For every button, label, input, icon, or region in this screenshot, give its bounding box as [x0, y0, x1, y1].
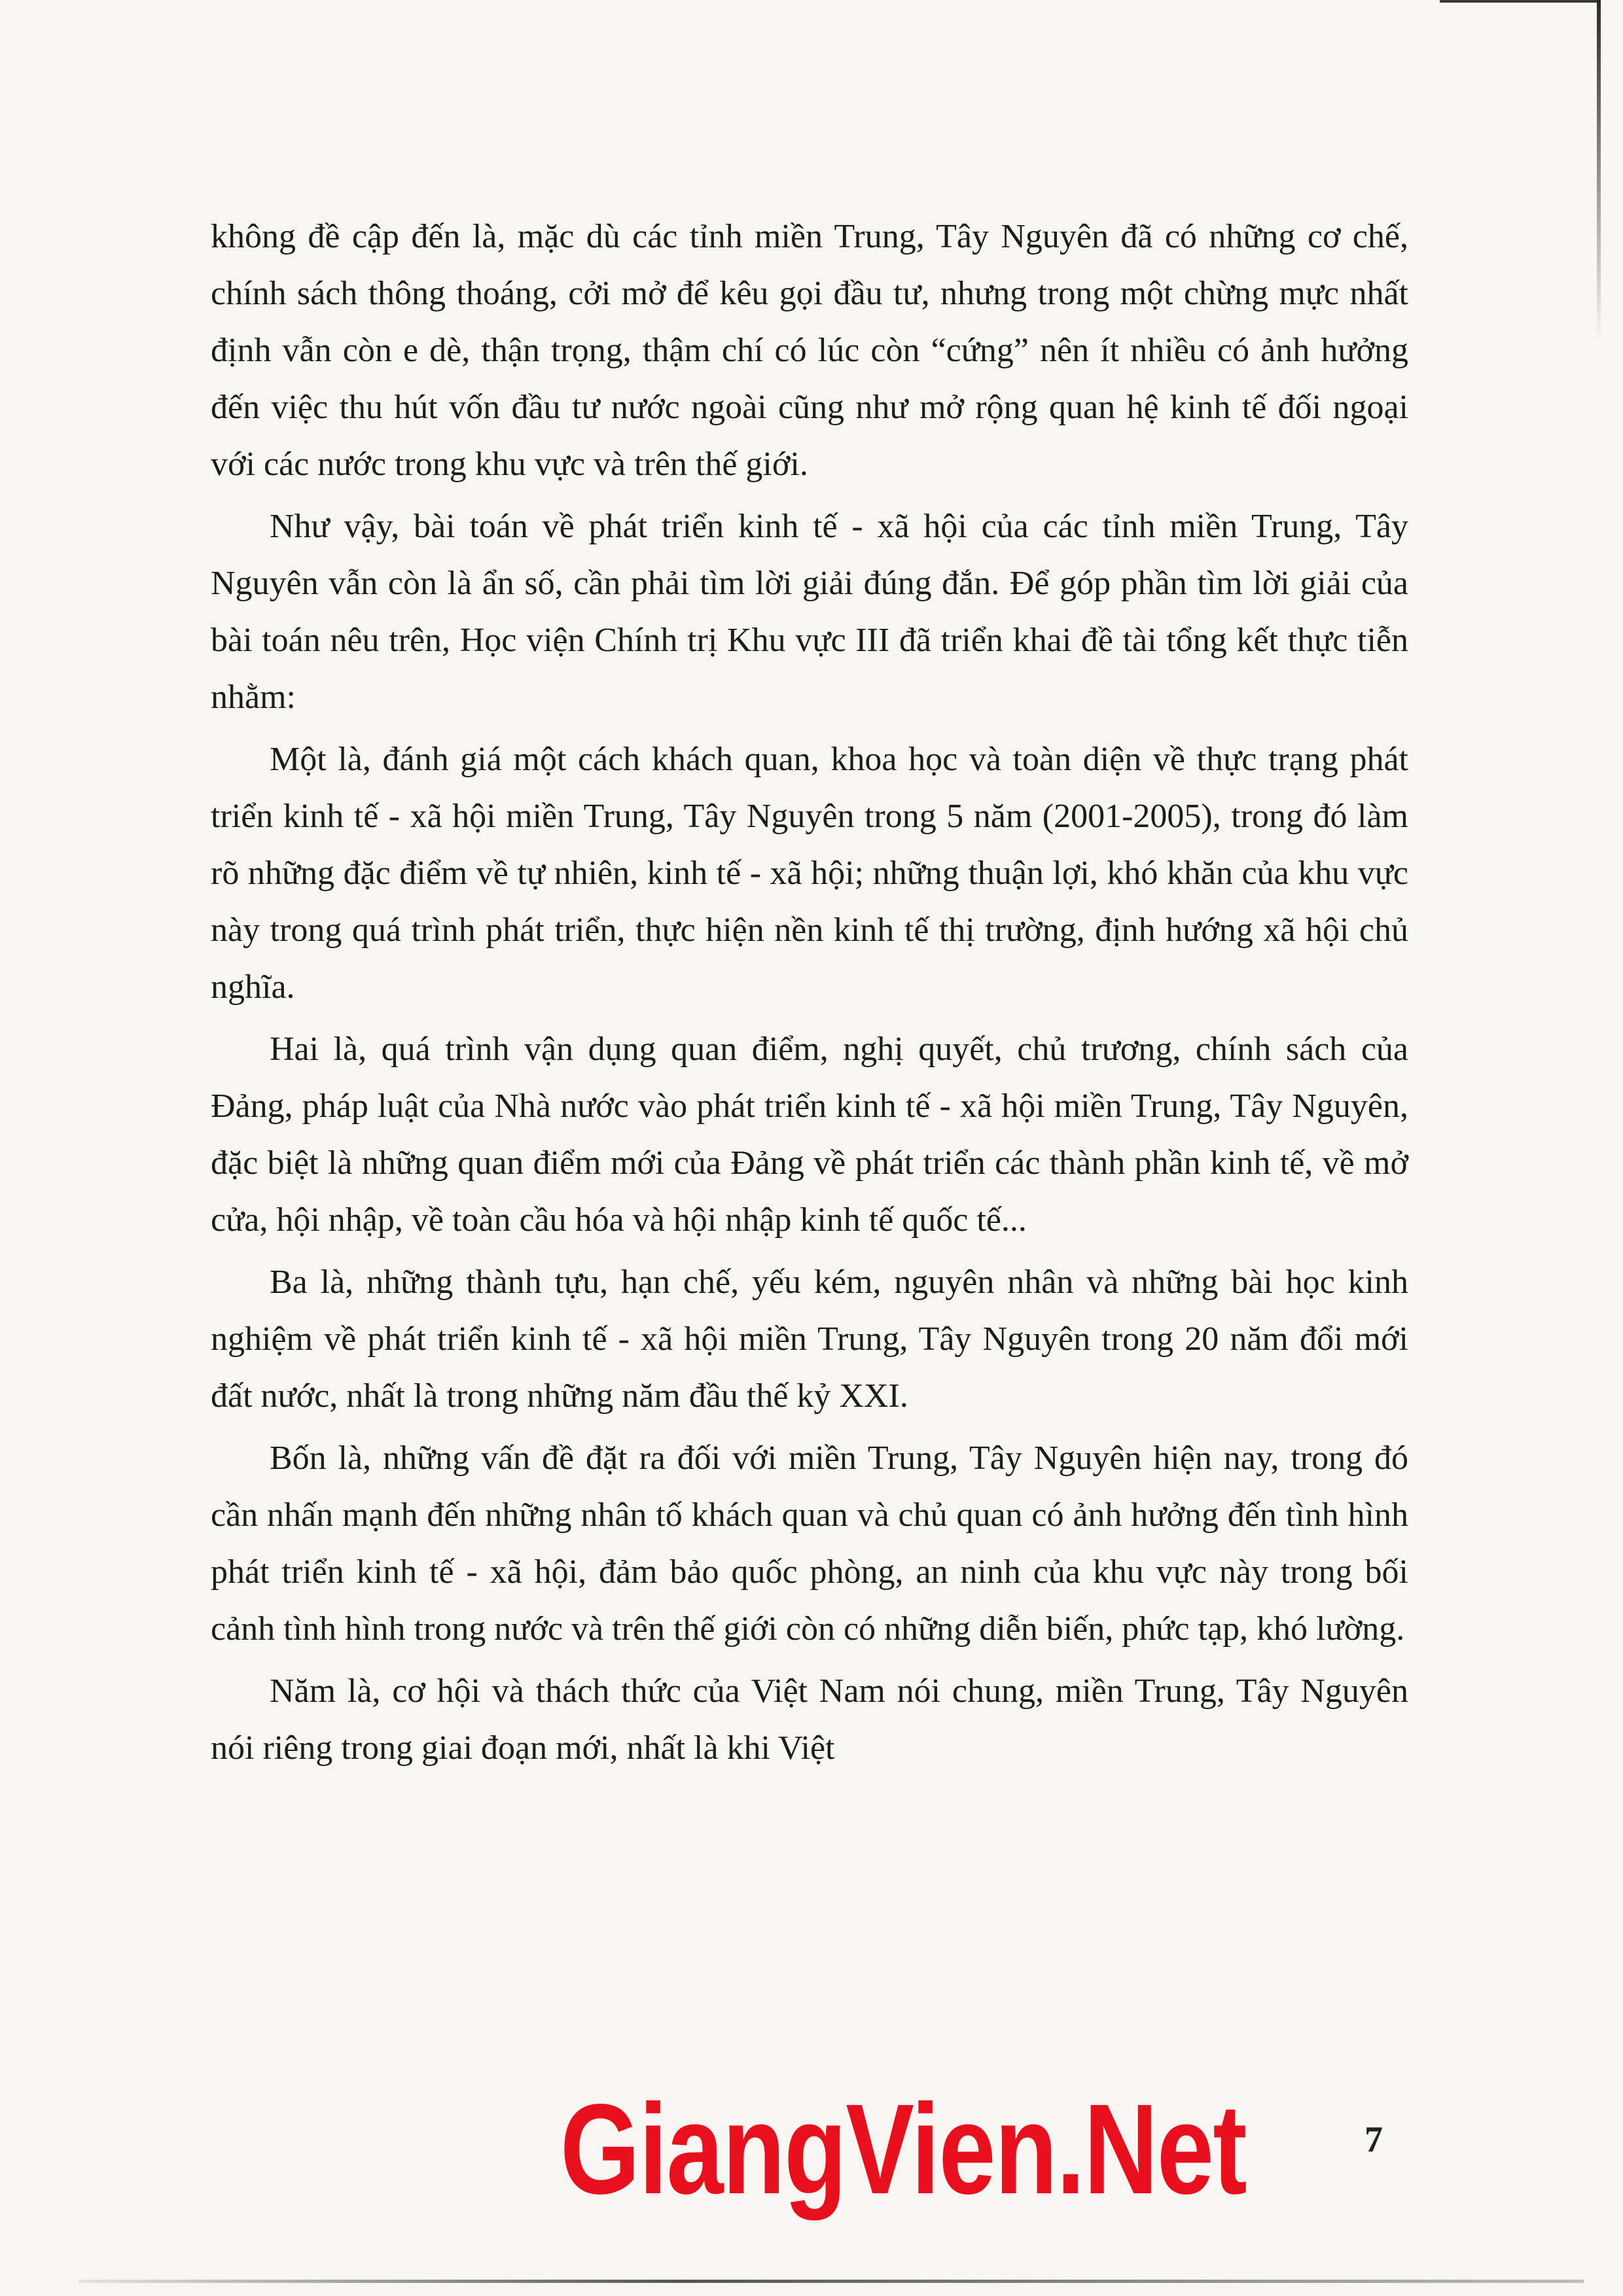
paragraph-point-4: Bốn là, những vấn đề đặt ra đối với miền Trung, Tây Nguyên hiện nay, trong đó cần nhấn mạnh đến những nhân tố khách quan và chủ quan có ảnh hưởng đến tình hình phát triển kinh tế - xã hội, đảm bảo quốc phòng, an ninh của khu vực này trong bối cảnh tình hình trong nước và trên thế giới còn có những diễn biến, phức tạp, khó lường. [211, 1439, 1408, 1648]
page-edge-bottom [79, 2280, 1584, 2283]
watermark-logo: GiangVien.Net [560, 2077, 1247, 2221]
page-edge-top [1440, 0, 1599, 3]
page-edge-right [1597, 0, 1601, 340]
body-text [211, 208, 1408, 1776]
paragraph-point-2: Hai là, quá trình vận dụng quan điểm, nghị quyết, chủ trương, chính sách của Đảng, pháp luật của Nhà nước vào phát triển kinh tế - xã hội miền Trung, Tây Nguyên, đặc biệt là những quan điểm mới của Đảng về phát triển các thành phần kinh tế, về mở cửa, hội nhập, về toàn cầu hóa và hội nhập kinh tế quốc tế... [211, 1031, 1408, 1239]
paragraph-point-3: Ba là, những thành tựu, hạn chế, yếu kém, nguyên nhân và những bài học kinh nghiệm về phát triển kinh tế - xã hội miền Trung, Tây Nguyên trong 20 năm đổi mới đất nước, nhất là trong những năm đầu thế kỷ XXI. [211, 1263, 1408, 1415]
paragraph-continued: không đề cập đến là, mặc dù các tỉnh miền Trung, Tây Nguyên đã có những cơ chế, chính sách thông thoáng, cởi mở để kêu gọi đầu tư, nhưng trong một chừng mực nhất định vẫn còn e dè, thận trọng, thậm chí có lúc còn “cứng” nên ít nhiều có ảnh hưởng đến việc thu hút vốn đầu tư nước ngoài cũng như mở rộng quan hệ kinh tế đối ngoại với các nước trong khu vực và trên thế giới. [211, 218, 1408, 483]
page-number: 7 [1364, 2119, 1383, 2160]
paragraph: Như vậy, bài toán về phát triển kinh tế - xã hội của các tỉnh miền Trung, Tây Nguyên vẫn còn là ẩn số, cần phải tìm lời giải đúng đắn. Để góp phần tìm lời giải của bài toán nêu trên, Học viện Chính trị Khu vực III đã triển khai đề tài tổng kết thực tiễn nhằm: [211, 508, 1408, 716]
paragraph-point-5: Năm là, cơ hội và thách thức của Việt Nam nói chung, miền Trung, Tây Nguyên nói riêng trong giai đoạn mới, nhất là khi Việt [211, 1672, 1408, 1767]
paragraph-point-1: Một là, đánh giá một cách khách quan, khoa học và toàn diện về thực trạng phát triển kinh tế - xã hội miền Trung, Tây Nguyên trong 5 năm (2001-2005), trong đó làm rõ những đặc điểm về tự nhiên, kinh tế - xã hội; những thuận lợi, khó khăn của khu vực này trong quá trình phát triển, thực hiện nền kinh tế thị trường, định hướng xã hội chủ nghĩa. [211, 741, 1408, 1006]
